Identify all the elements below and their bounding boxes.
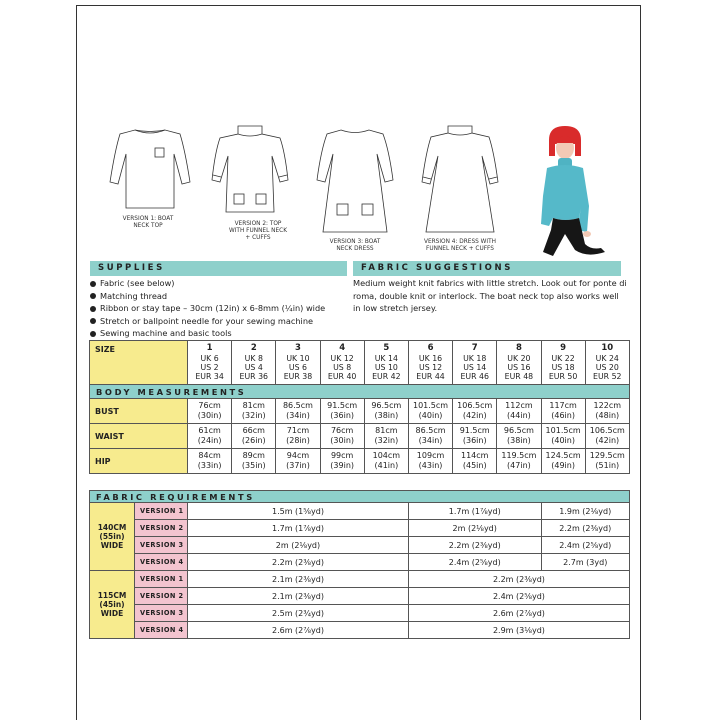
measurement-cm: 81cm: [375, 426, 398, 435]
version-label: VERSION 1: [135, 571, 188, 588]
measurement-cell: [408, 399, 452, 424]
fabric-amount: 2.6m (2⅞yd): [408, 605, 629, 622]
size-us: US 18: [551, 363, 575, 372]
size-us: US 20: [595, 363, 619, 372]
measurement-cell: [453, 424, 497, 449]
supply-item: Ribbon or stay tape – 30cm (12in) x 6-8mm (¼in) wide: [90, 302, 352, 315]
measurement-cell: [232, 424, 276, 449]
measurement-cell: [232, 399, 276, 424]
size-us: US 2: [200, 363, 219, 372]
size-number: 10: [601, 343, 614, 354]
fabric-width-cm: 115CM: [97, 591, 127, 600]
measurement-in: (48in): [595, 411, 620, 420]
fabric-amount: 2.1m (2⅜yd): [188, 588, 409, 605]
measurement-cm: 76cm: [198, 401, 221, 410]
size-uk: UK 20: [507, 353, 531, 363]
measurement-cm: 112cm: [505, 401, 533, 410]
measurement-cm: 99cm: [330, 451, 354, 460]
size-eur: EUR 52: [593, 372, 622, 382]
measurement-cell: [585, 449, 629, 474]
size-number: 4: [339, 343, 346, 354]
fabric-width-in: (55in): [99, 532, 125, 541]
fabric-row: [90, 605, 630, 622]
size-eur: EUR 50: [548, 372, 578, 382]
measurement-in: (40in): [551, 436, 575, 445]
measurement-cm: 106.5cm: [457, 401, 493, 410]
size-us: US 16: [507, 363, 531, 372]
measurement-cm: 96.5cm: [371, 401, 402, 410]
body-measurements-heading-row: [90, 385, 630, 399]
size-eur: EUR 42: [372, 372, 401, 382]
fabric-row: [90, 571, 630, 588]
measurement-cm: 101.5cm: [545, 426, 581, 435]
fabric-width-label: [90, 571, 135, 639]
measurement-cell: [497, 399, 541, 424]
measurement-cell: [497, 449, 541, 474]
fabric-row: [90, 554, 630, 571]
measurement-in: (38in): [374, 411, 399, 420]
measurement-cell: [585, 424, 629, 449]
measurement-in: (35in): [241, 461, 266, 470]
size-us: US 4: [244, 363, 263, 372]
size-uk: UK 14: [374, 353, 398, 363]
measurement-cm: 89cm: [242, 451, 265, 460]
supply-item: Sewing machine and basic tools: [90, 327, 352, 340]
size-eur: EUR 48: [504, 372, 534, 382]
size-us: US 6: [288, 363, 308, 372]
measurement-in: (47in): [507, 461, 531, 470]
measurement-in: (49in): [551, 461, 575, 470]
measurement-cell: [541, 424, 585, 449]
fabric-requirements-table: [89, 490, 630, 639]
fabric-amount: 2.2m (2⅜yd): [408, 537, 541, 554]
measurement-in: (51in): [595, 461, 620, 470]
fabric-amount: 2.2m (2⅜yd): [541, 520, 629, 537]
fabric-amount: 2.4m (2⅝yd): [408, 588, 629, 605]
version-label: VERSION 2: [135, 588, 188, 605]
fabric-requirements-heading-row: [90, 491, 630, 503]
measurement-cm: 81cm: [242, 401, 265, 410]
size-label: SIZE: [90, 341, 188, 385]
measurement-in: (38in): [507, 436, 531, 445]
size-number: 1: [206, 343, 213, 354]
measurement-cm: 124.5cm: [545, 451, 581, 460]
size-cell: [276, 341, 320, 385]
measurement-cell: [364, 424, 408, 449]
measurement-in: (36in): [330, 411, 355, 420]
measurement-cell: [320, 424, 364, 449]
measurement-cm: 84cm: [198, 451, 221, 460]
size-uk: UK 6: [200, 353, 219, 363]
fabric-amount: 2.4m (2⅝yd): [408, 554, 541, 571]
fabric-amount: 2m (2⅛yd): [188, 537, 409, 554]
supply-item: Stretch or ballpoint needle for your sewing machine: [90, 315, 352, 328]
measurement-cell: [408, 449, 452, 474]
size-uk: UK 10: [286, 353, 310, 363]
measurement-cell: [188, 399, 232, 424]
measurement-cm: 61cm: [198, 426, 221, 435]
measurement-in: (30in): [330, 436, 355, 445]
garment-version-2-drawing: [200, 120, 300, 220]
measurement-in: (33in): [197, 461, 222, 470]
version-label: VERSION 4: [135, 554, 188, 571]
measurement-cm: 122cm: [593, 401, 622, 410]
size-cell: [364, 341, 408, 385]
measurement-in: (36in): [462, 436, 487, 445]
measurement-label: BUST: [90, 399, 188, 424]
fabric-amount: 2.7m (3yd): [541, 554, 629, 571]
measurement-cm: 86.5cm: [282, 401, 313, 410]
size-number: 7: [471, 343, 478, 354]
measurement-in: (34in): [286, 411, 310, 420]
measurement-cm: 114cm: [460, 451, 489, 460]
size-number: 8: [515, 343, 522, 354]
size-uk: UK 18: [463, 353, 487, 363]
measurement-in: (26in): [241, 436, 266, 445]
size-cell: [541, 341, 585, 385]
measurement-cell: [497, 424, 541, 449]
version-label: VERSION 2: [135, 520, 188, 537]
measurement-cm: 91.5cm: [327, 401, 358, 410]
garment-caption-2: VERSION 2: TOP WITH FUNNEL NECK + CUFFS: [228, 221, 288, 241]
measurement-cm: 101.5cm: [412, 401, 449, 410]
garment-version-1-drawing: [100, 120, 200, 215]
measurement-in: (45in): [462, 461, 487, 470]
size-chart-table: [89, 340, 630, 474]
measurement-cm: 86.5cm: [415, 426, 446, 435]
version-label: VERSION 1: [135, 503, 188, 520]
measurement-in: (39in): [330, 461, 355, 470]
fabric-amount: 2.2m (2⅜yd): [408, 571, 629, 588]
fabric-amount: 1.5m (1⅝yd): [188, 503, 409, 520]
size-eur: EUR 38: [283, 372, 313, 382]
size-eur: EUR 40: [327, 372, 357, 382]
model-photo: [525, 126, 625, 260]
size-number: 2: [250, 343, 257, 354]
size-uk: UK 16: [418, 353, 443, 363]
garment-version-3-drawing: [305, 120, 405, 238]
fabric-width-label: [90, 503, 135, 571]
fabric-amount: 2.1m (2⅜yd): [188, 571, 409, 588]
supplies-list: [90, 277, 352, 340]
fabric-amount: 1.7m (1⅞yd): [408, 503, 541, 520]
measurement-cm: 106.5cm: [589, 426, 625, 435]
measurement-cell: [585, 399, 629, 424]
measurement-cm: 71cm: [286, 426, 310, 435]
supply-item: Matching thread: [90, 290, 352, 303]
measurement-in: (44in): [507, 411, 531, 420]
fabric-row: [90, 588, 630, 605]
measurement-cm: 76cm: [330, 426, 354, 435]
fabric-row: [90, 503, 630, 520]
measurement-in: (43in): [418, 461, 443, 470]
fabric-width-cm: 140CM: [97, 523, 127, 532]
measurement-cell: [232, 449, 276, 474]
measurement-in: (32in): [374, 436, 399, 445]
size-eur: EUR 44: [416, 372, 445, 382]
fabric-suggestions-text: Medium weight knit fabrics with little stretch. Look out for ponte di roma, double knit or interlock. The boat neck top also works well in low stretch jersey.: [353, 278, 627, 314]
size-us: US 12: [419, 363, 443, 372]
garment-caption-4: VERSION 4: DRESS WITH FUNNEL NECK + CUFFS: [424, 239, 496, 252]
measurement-in: (24in): [197, 436, 222, 445]
measurement-cell: [541, 449, 585, 474]
fabric-amount: 1.7m (1⅞yd): [188, 520, 409, 537]
fabric-amount: 2.5m (2¾yd): [188, 605, 409, 622]
measurement-cell: [364, 449, 408, 474]
measurement-label: WAIST: [90, 424, 188, 449]
supply-item: Fabric (see below): [90, 277, 352, 290]
measurement-cm: 109cm: [416, 451, 445, 460]
supplies-heading: SUPPLIES: [90, 261, 347, 276]
size-eur: EUR 34: [195, 372, 224, 382]
size-cell: [188, 341, 232, 385]
measurement-cell: [541, 399, 585, 424]
measurement-in: (28in): [286, 436, 310, 445]
version-label: VERSION 3: [135, 537, 188, 554]
fabric-amount: 2.9m (3⅛yd): [408, 622, 629, 639]
fabric-row: [90, 520, 630, 537]
size-cell: [408, 341, 452, 385]
measurement-label: HIP: [90, 449, 188, 474]
measurement-cell: [188, 449, 232, 474]
measurement-cm: 104cm: [372, 451, 401, 460]
measurement-in: (42in): [595, 436, 620, 445]
size-number: 5: [383, 343, 390, 354]
measurement-in: (37in): [286, 461, 310, 470]
garment-version-4-drawing: [410, 120, 510, 238]
garment-caption-3: VERSION 3: BOAT NECK DRESS: [329, 239, 381, 252]
measurement-cm: 119.5cm: [501, 451, 537, 460]
size-uk: UK 8: [244, 353, 263, 363]
size-number: 3: [295, 343, 301, 354]
measurement-in: (30in): [197, 411, 222, 420]
size-cell: [497, 341, 541, 385]
measurement-cm: 117cm: [549, 401, 577, 410]
measurement-cell: [408, 424, 452, 449]
fabric-amount: 1.9m (2⅛yd): [541, 503, 629, 520]
version-label: VERSION 3: [135, 605, 188, 622]
measurement-cell: [276, 399, 320, 424]
size-number: 9: [560, 343, 567, 354]
size-row: [90, 341, 630, 385]
size-us: US 10: [374, 363, 398, 372]
fabric-suggestions-heading: FABRIC SUGGESTIONS: [353, 261, 621, 276]
size-uk: UK 22: [551, 353, 575, 363]
measurement-in: (40in): [418, 411, 443, 420]
fabric-width-word: WIDE: [100, 609, 124, 618]
measurement-cell: [453, 449, 497, 474]
measurement-in: (46in): [551, 411, 575, 420]
body-measurements-heading: BODY MEASUREMENTS: [90, 385, 630, 399]
measurement-in: (41in): [374, 461, 399, 470]
measurement-in: (32in): [241, 411, 266, 420]
measurement-cm: 96.5cm: [503, 426, 534, 435]
fabric-requirements-heading: FABRIC REQUIREMENTS: [90, 491, 630, 503]
measurement-cell: [276, 449, 320, 474]
size-eur: EUR 46: [460, 372, 489, 382]
size-cell: [320, 341, 364, 385]
size-us: US 14: [463, 363, 487, 372]
measurement-cell: [320, 449, 364, 474]
measurement-cm: 91.5cm: [459, 426, 490, 435]
size-cell: [232, 341, 276, 385]
measurement-row: [90, 449, 630, 474]
size-number: 6: [427, 343, 434, 354]
fabric-amount: 2.4m (2⅝yd): [541, 537, 629, 554]
size-uk: UK 12: [330, 353, 354, 363]
measurement-in: (34in): [418, 436, 443, 445]
size-us: US 8: [333, 363, 352, 372]
size-cell: [585, 341, 629, 385]
measurement-cm: 66cm: [242, 426, 265, 435]
fabric-row: [90, 622, 630, 639]
garment-caption-1: VERSION 1: BOAT NECK TOP: [122, 216, 174, 229]
version-label: VERSION 4: [135, 622, 188, 639]
fabric-width-in: (45in): [99, 600, 125, 609]
fabric-amount: 2.6m (2⅞yd): [188, 622, 409, 639]
size-uk: UK 24: [595, 353, 619, 363]
fabric-row: [90, 537, 630, 554]
measurement-in: (42in): [462, 411, 487, 420]
measurement-cell: [276, 424, 320, 449]
size-cell: [453, 341, 497, 385]
fabric-amount: 2.2m (2⅜yd): [188, 554, 409, 571]
measurement-row: [90, 399, 630, 424]
measurement-cell: [364, 399, 408, 424]
measurement-cm: 129.5cm: [589, 451, 625, 460]
measurement-cm: 94cm: [286, 451, 310, 460]
measurement-row: [90, 424, 630, 449]
size-eur: EUR 36: [239, 372, 268, 382]
fabric-width-word: WIDE: [100, 541, 124, 550]
measurement-cell: [188, 424, 232, 449]
fabric-amount: 2m (2⅛yd): [408, 520, 541, 537]
measurement-cell: [453, 399, 497, 424]
measurement-cell: [320, 399, 364, 424]
